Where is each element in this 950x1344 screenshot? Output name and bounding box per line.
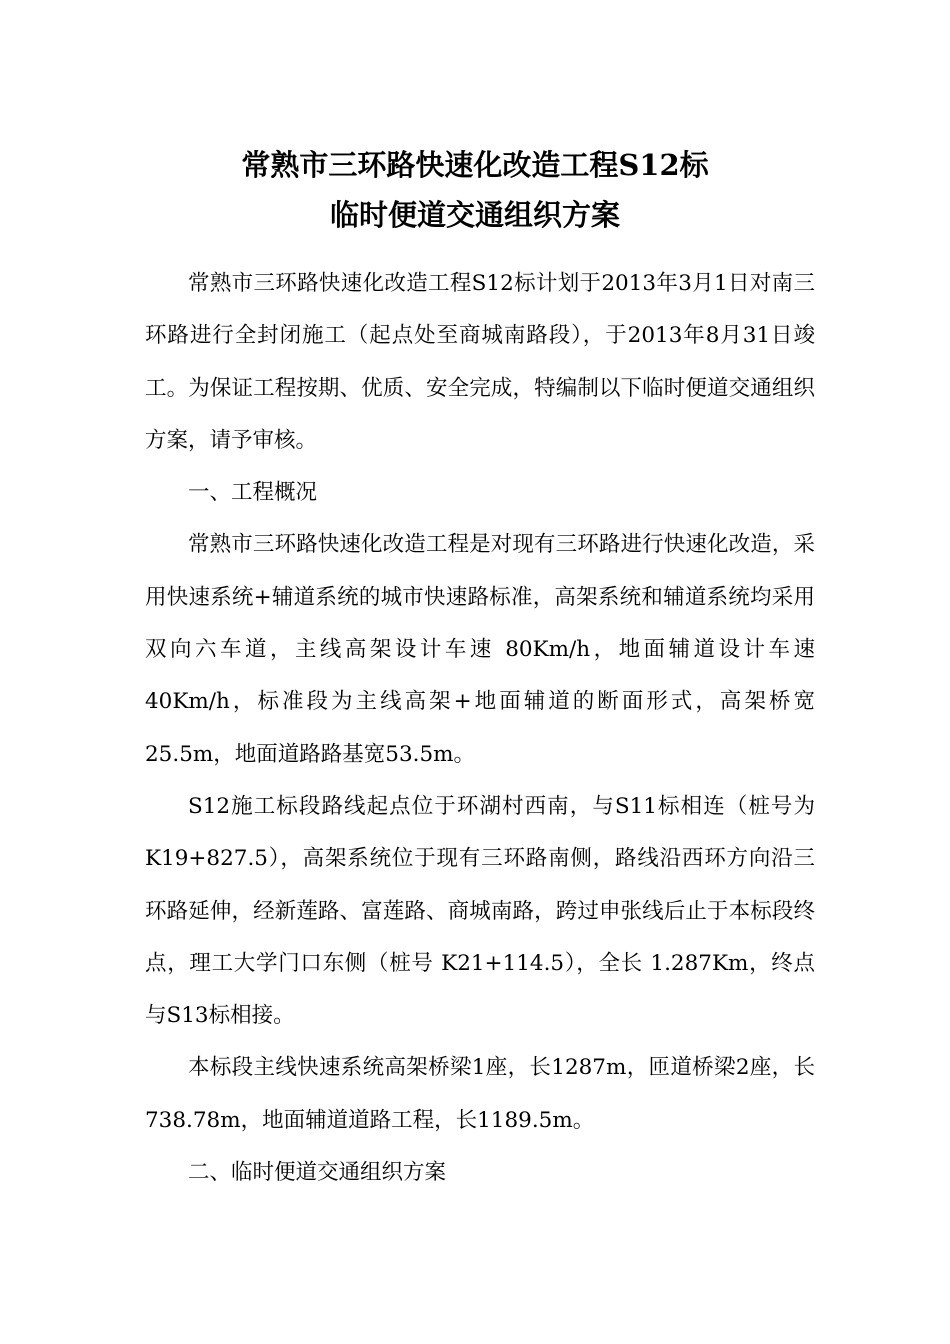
document-body (145, 258, 815, 1199)
document-title-line-1: 常熟市三环路快速化改造工程S12标 (241, 148, 709, 182)
paragraph-scope: 本标段主线快速系统高架桥梁1座，长1287m，匝道桥梁2座，长738.78m，地面辅道道路工程，长1189.5m。 (145, 1055, 815, 1133)
paragraph-route: S12施工标段路线起点位于环湖村西南，与S11标相连（桩号为K19+827.5），高架系统位于现有三环路南侧，路线沿西环方向沿三环路延伸，经新莲路、富莲路、商城南路，跨过申张线后止于本标段终点，理工大学门口东侧（桩号 K21+114.5），全长 1.287Km，终点与S13标相接。 (145, 793, 815, 1029)
paragraph-intro: 常熟市三环路快速化改造工程S12标计划于2013年3月1日对南三环路进行全封闭施工（起点处至商城南路段），于2013年8月31日竣工。为保证工程按期、优质、安全完成，特编制以下临时便道交通组织方案，请予审核。 (145, 271, 815, 453)
document-title-line-2: 临时便道交通组织方案 (329, 198, 620, 232)
section-heading-1: 一、工程概况 (188, 480, 318, 506)
paragraph-overview: 常熟市三环路快速化改造工程是对现有三环路进行快速化改造，采用快速系统+辅道系统的城市快速路标准，高架系统和辅道系统均采用双向六车道，主线高架设计车速 80Km/h，地面辅道设计车速40Km/h，标准段为主线高架+地面辅道的断面形式，高架桥宽25.5m，地面道路路基宽53.5m。 (145, 532, 815, 767)
section-heading-2: 二、临时便道交通组织方案 (188, 1160, 447, 1186)
